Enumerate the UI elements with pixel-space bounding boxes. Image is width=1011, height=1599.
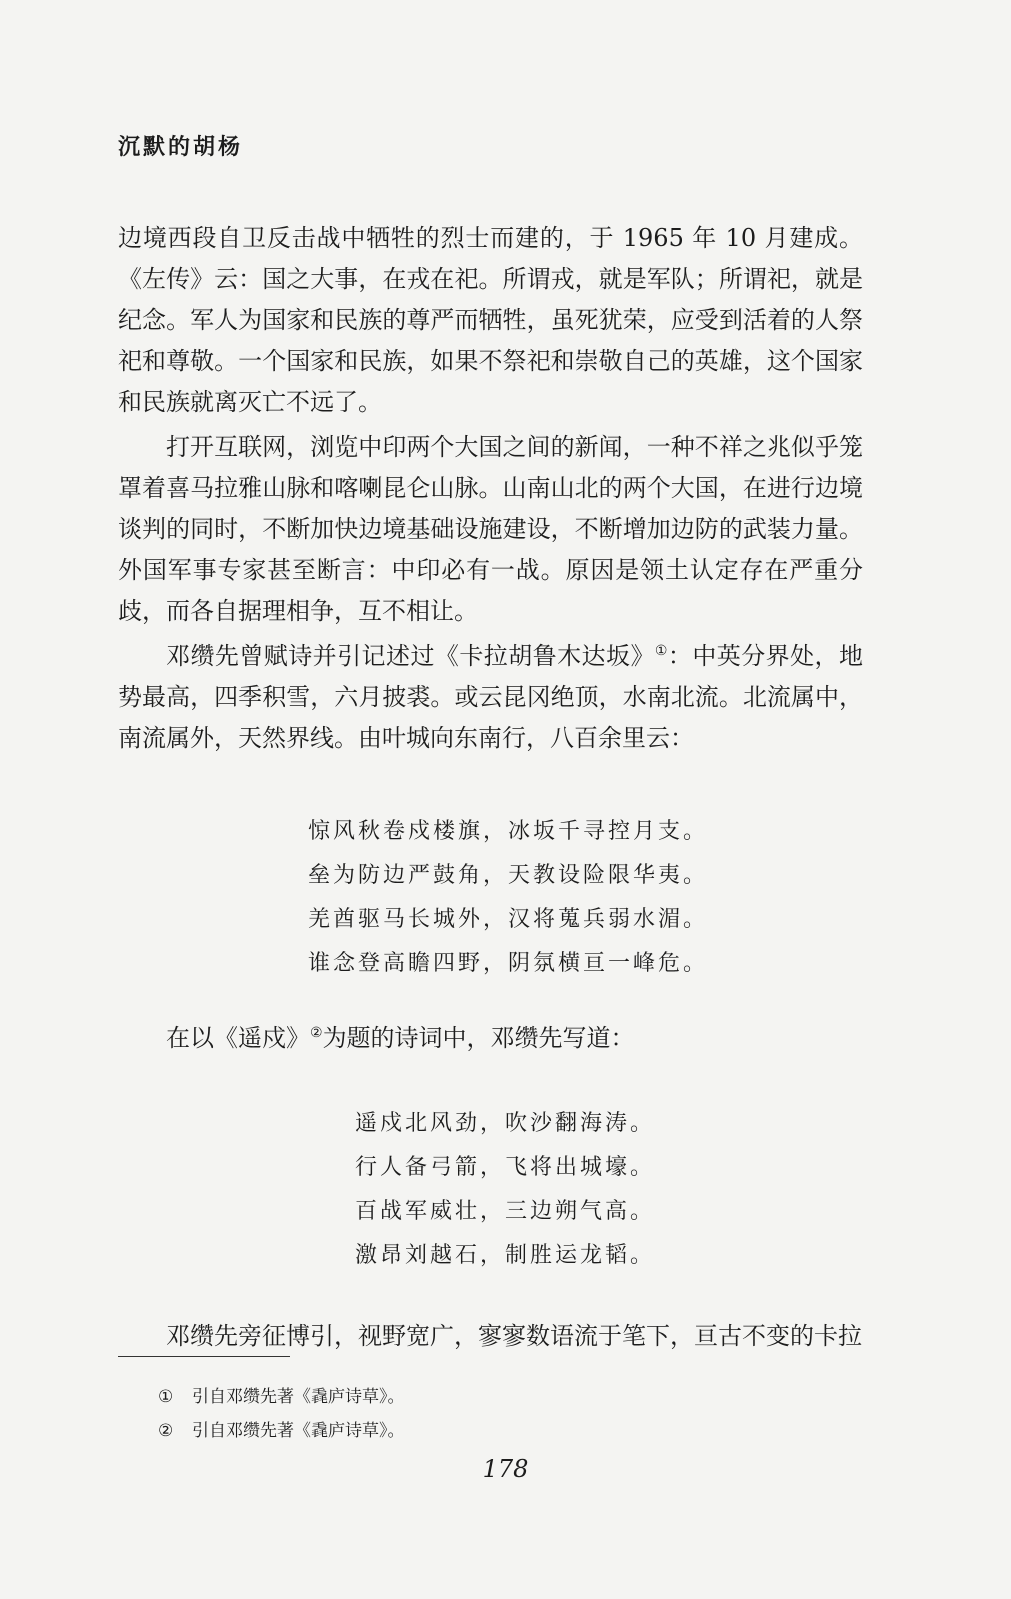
paragraph-4-text-a: 在以《遥戍》 [166, 1024, 310, 1052]
poem-line: 谁念登高瞻四野，阴氛横亘一峰危。 [308, 951, 709, 976]
poem-line: 惊风秋卷戍楼旗，冰坂千寻控月支。 [308, 819, 709, 844]
paragraph-4 [166, 1018, 635, 1059]
running-head: 沉默的胡杨 [118, 134, 244, 160]
poem-line: 遥戍北风劲，吹沙翻海涛。 [355, 1111, 656, 1136]
footnote-text: 引自邓缵先著《毳庐诗草》。 [192, 1387, 405, 1407]
footnote-text: 引自邓缵先著《毳庐诗草》。 [192, 1421, 405, 1441]
footnote-1 [158, 1380, 405, 1414]
paragraph-4-text-b: 为题的诗词中，邓缵先写道： [322, 1024, 635, 1052]
paragraph-3-text-a: 邓缵先曾赋诗并引记述过《卡拉胡鲁木达坂》 [166, 642, 655, 670]
poem-line: 垒为防边严鼓角，天教设险限华夷。 [308, 863, 709, 888]
footnote-mark: ② [158, 1421, 174, 1441]
paragraph-1: 边境西段自卫反击战中牺牲的烈士而建的，于 1965 年 10 月建成。《左传》云：国之大事，在戎在祀。所谓戎，就是军队；所谓祀，就是纪念。军人为国家和民族的尊严而牺牲，虽死犹荣，应受到活着的人祭祀和尊敬。一个国家和民族，如果不祭祀和崇敬自己的英雄，这个国家和民族就离灭亡不远了。 [118, 224, 863, 416]
poem-yaoshu [355, 1102, 655, 1278]
page-number: 178 [482, 1455, 529, 1483]
footnote-divider [118, 1356, 290, 1357]
footnote-2 [158, 1414, 405, 1448]
footnote-ref-1[interactable]: ① [654, 643, 668, 659]
body-text [118, 218, 863, 763]
poem-line: 行人备弓箭，飞将出城壕。 [355, 1155, 656, 1180]
poem-line: 羌酋驱马长城外，汉将蒐兵弱水湄。 [308, 907, 709, 932]
paragraph-3-text-b: ：中英分界处，地势最高，四季积雪，六月披裘。或云昆冈绝顶，水南北流。北流属中，南流属外，天然界线。由叶城向东南行，八百余里云： [118, 642, 863, 752]
poem-karahurum [308, 810, 708, 986]
poem-line: 激昂刘越石，制胜运龙韬。 [355, 1243, 656, 1268]
footnote-ref-2[interactable]: ② [310, 1025, 323, 1041]
poem-line: 百战军威壮，三边朔气高。 [355, 1199, 656, 1224]
footnote-mark: ① [158, 1387, 174, 1407]
paragraph-3 [118, 636, 863, 759]
paragraph-5: 邓缵先旁征博引，视野宽广，寥寥数语流于笔下，亘古不变的卡拉 [166, 1322, 862, 1350]
paragraph-2: 打开互联网，浏览中印两个大国之间的新闻，一种不祥之兆似乎笼罩着喜马拉雅山脉和喀喇昆仑山脉。山南山北的两个大国，在进行边境谈判的同时，不断加快边境基础设施建设，不断增加边防的武装力量。外国军事专家甚至断言：中印必有一战。原因是领土认定存在严重分歧，而各自据理相争，互不相让。 [118, 433, 863, 625]
footnotes [158, 1380, 405, 1448]
